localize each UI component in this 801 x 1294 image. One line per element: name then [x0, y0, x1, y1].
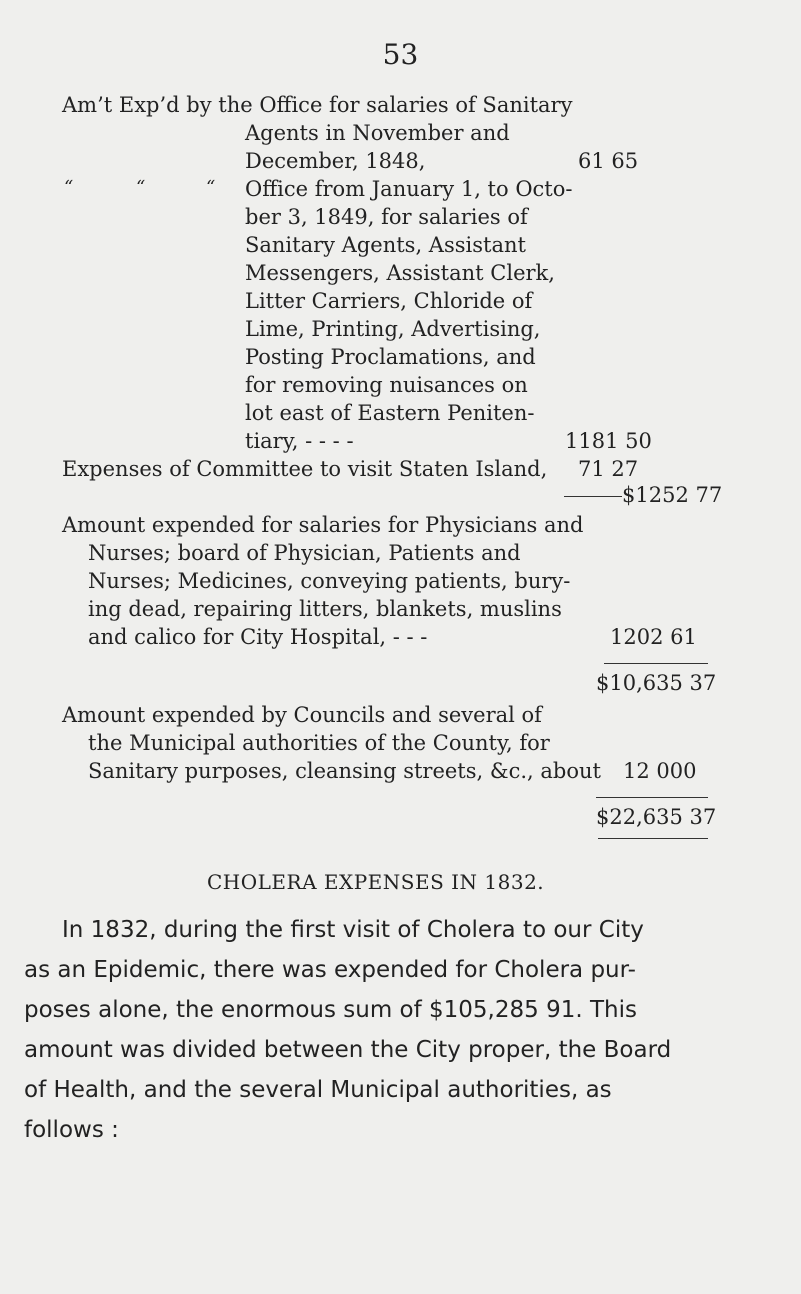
account-line: Expenses of Committee to visit Staten Island, [62, 457, 548, 481]
ditto-mark: “ [136, 177, 146, 198]
account-line: for removing nuisances on [245, 373, 528, 397]
account-line: Sanitary Agents, Assistant [245, 233, 526, 257]
paragraph-line: follows : [24, 1117, 119, 1143]
account-line: Amount expended for salaries for Physicians and [62, 513, 584, 537]
subtotal-amount: $10,635 37 [596, 671, 717, 695]
item-amount: 1181 50 [565, 429, 652, 453]
account-line: Posting Proclamations, and [245, 345, 536, 369]
account-line: Nurses; board of Physician, Patients and [88, 541, 521, 565]
account-line: tiary, - - - - [245, 429, 354, 453]
account-line: Amount expended by Councils and several of [62, 703, 542, 727]
page-number: 53 [382, 38, 419, 71]
sum-rule [598, 838, 708, 839]
item-amount: 61 65 [578, 149, 639, 173]
paragraph-line: In 1832, during the first visit of Cholera to our City [62, 917, 644, 943]
account-line: Messengers, Assistant Clerk, [245, 261, 555, 285]
paragraph-line: of Health, and the several Municipal authorities, as [24, 1077, 612, 1103]
sum-rule [596, 797, 708, 798]
item-amount: 1202 61 [610, 625, 697, 649]
paragraph-line: as an Epidemic, there was expended for Cholera pur- [24, 957, 636, 983]
account-line: Agents in November and [245, 121, 510, 145]
sum-rule [604, 663, 708, 664]
account-line: ing dead, repairing litters, blankets, muslins [88, 597, 562, 621]
ditto-mark: “ [206, 177, 216, 198]
ditto-mark: “ [64, 177, 74, 198]
account-line: Nurses; Medicines, conveying patients, bury- [88, 569, 571, 593]
paragraph-line: amount was divided between the City proper, the Board [24, 1037, 672, 1063]
account-line: Am’t Exp’d by the Office for salaries of Sanitary [62, 93, 573, 117]
paragraph-line: poses alone, the enormous sum of $105,285 91. This [24, 997, 637, 1023]
account-line: and calico for City Hospital, - - - [88, 625, 428, 649]
account-line: Lime, Printing, Advertising, [245, 317, 541, 341]
item-amount: 71 27 [578, 457, 639, 481]
account-line: Litter Carriers, Chloride of [245, 289, 533, 313]
account-line: December, 1848, [245, 149, 426, 173]
section-heading: CHOLERA EXPENSES IN 1832. [207, 870, 545, 894]
total-amount: $22,635 37 [596, 805, 717, 829]
account-line: ber 3, 1849, for salaries of [245, 205, 528, 229]
subtotal-amount: $1252 77 [622, 483, 723, 507]
subtotal-dash [564, 496, 622, 497]
account-line: Office from January 1, to Octo- [245, 177, 573, 201]
account-line: the Municipal authorities of the County, for [88, 731, 550, 755]
item-amount: 12 000 [623, 759, 697, 783]
account-line: Sanitary purposes, cleansing streets, &c., about [88, 759, 601, 783]
account-line: lot east of Eastern Peniten- [245, 401, 535, 425]
